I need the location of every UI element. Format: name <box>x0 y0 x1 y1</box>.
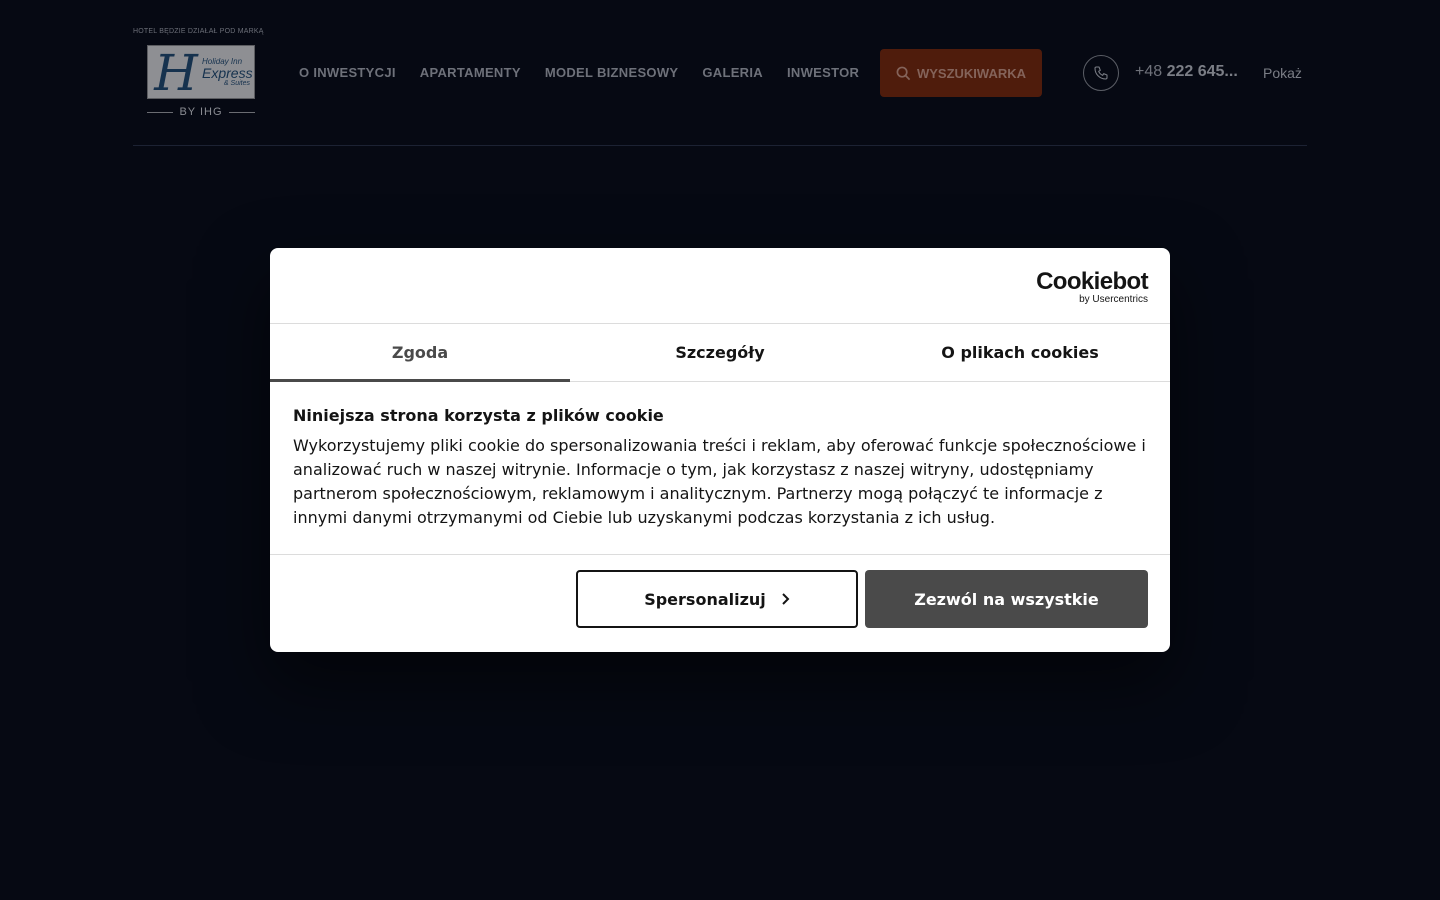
customize-button-label: Spersonalizuj <box>644 589 766 609</box>
consent-tabs <box>270 324 1170 382</box>
phone-icon <box>1093 65 1109 81</box>
nav-item-inwestor[interactable]: INWESTOR <box>786 65 860 80</box>
by-ihg-label <box>147 105 255 119</box>
main-nav <box>299 65 859 80</box>
cookie-consent-dialog <box>270 248 1170 652</box>
allow-all-button[interactable]: Zezwól na wszystkie <box>865 570 1148 628</box>
nav-item-apartamenty[interactable]: APARTAMENTY <box>419 65 521 80</box>
logo-wordmark <box>202 58 254 87</box>
nav-item-model-biznesowy[interactable]: MODEL BIZNESOWY <box>544 65 679 80</box>
consent-body: Wykorzystujemy pliki cookie do spersonalizowania treści i reklam, aby oferować funkcje społecznościowe i analizować ruch w naszej witrynie. Informacje o tym, jak korzystasz z naszej witryny, udostępniamy partnerom społecznościowym, reklamowym i analitycznym. Partnerzy mogą połączyć te informacje z innymi danymi otrzymanymi od Ciebie lub uzyskanymi podczas korzystania z ich usług. <box>293 436 1146 527</box>
site-header <box>133 0 1307 146</box>
tab-szczegoly[interactable]: Szczegóły <box>675 343 765 362</box>
tab-o-plikach-cookies[interactable]: O plikach cookies <box>941 343 1099 362</box>
search-button[interactable] <box>880 49 1042 97</box>
cookiebot-logo[interactable] <box>1036 270 1148 305</box>
show-phone-link[interactable]: Pokaż <box>1263 65 1302 81</box>
search-icon <box>896 66 911 81</box>
chevron-right-icon <box>780 593 790 605</box>
by-ihg-text: BY IHG <box>179 106 223 118</box>
divider <box>229 112 255 113</box>
consent-title: Niniejsza strona korzysta z plików cookie <box>293 406 664 425</box>
cookiebot-logo-subtext: by Usercentrics <box>1079 294 1148 305</box>
nav-item-galeria[interactable]: GALERIA <box>702 65 763 80</box>
phone-number <box>1135 63 1238 81</box>
cookiebot-logo-text: Cookiebot <box>1036 268 1148 295</box>
phone-button[interactable] <box>1083 55 1119 91</box>
dialog-header <box>270 248 1170 324</box>
search-button-label: WYSZUKIWARKA <box>916 65 1027 81</box>
logo-line-2: Express <box>202 65 253 81</box>
consent-content <box>270 382 1170 555</box>
phone-number-value: 222 645... <box>1166 63 1238 80</box>
divider <box>147 112 173 113</box>
brand-note: HOTEL BĘDZIE DZIAŁAŁ POD MARKĄ <box>133 28 264 35</box>
logo-line-1: Holiday Inn <box>202 57 243 66</box>
logo-h-mark: H <box>154 44 198 102</box>
logo-line-3: & Suites <box>223 80 250 87</box>
tab-zgoda[interactable]: Zgoda <box>270 324 570 381</box>
customize-button[interactable] <box>576 570 858 628</box>
nav-item-o-inwestycji[interactable]: O INWESTYCJI <box>299 65 396 80</box>
consent-actions <box>270 555 1170 651</box>
holiday-inn-express-logo[interactable] <box>147 44 255 102</box>
phone-prefix: +48 <box>1135 63 1163 80</box>
